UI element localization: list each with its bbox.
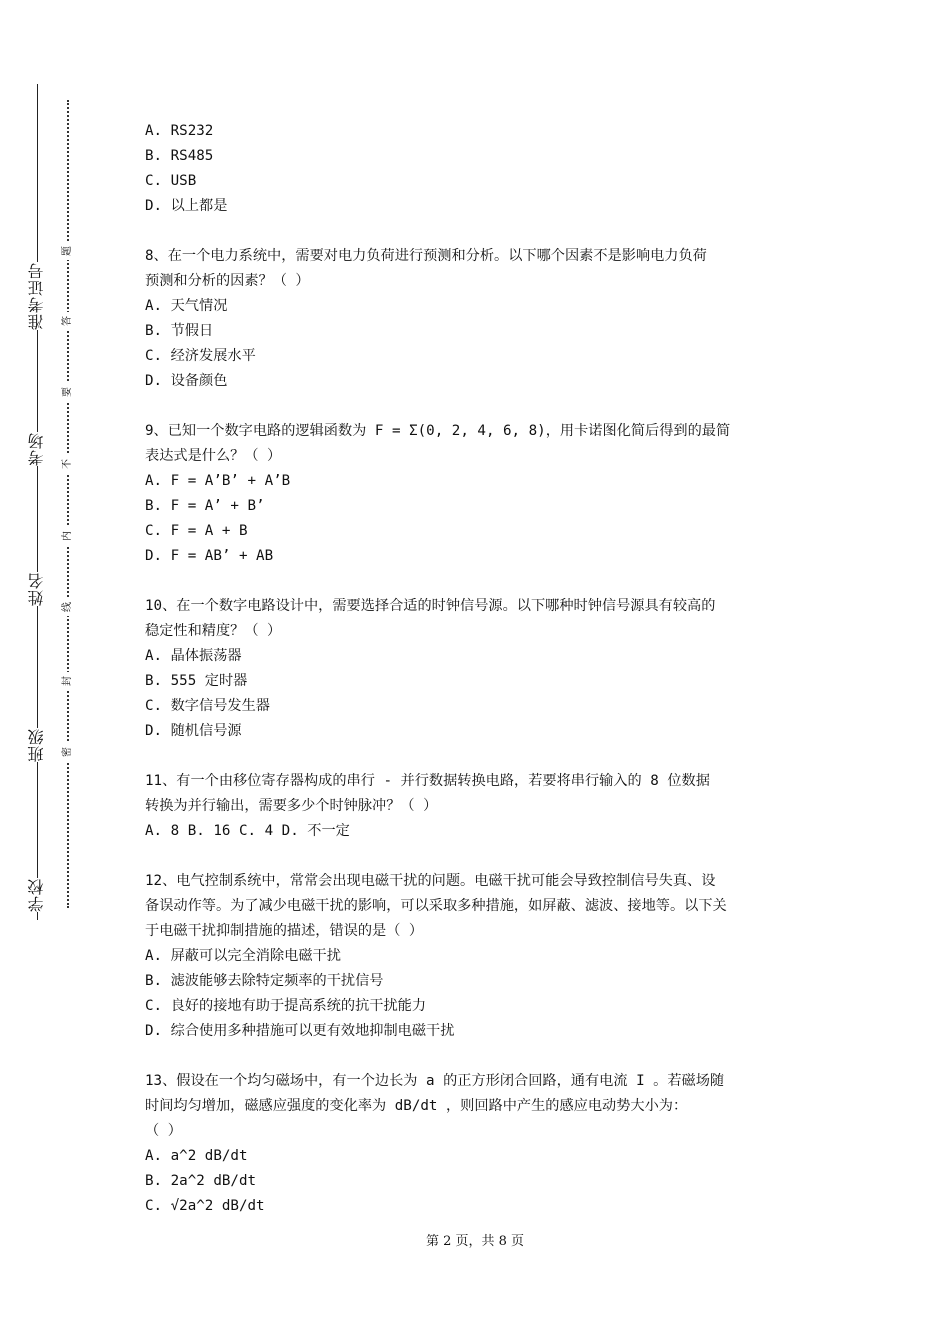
option-d: D. 综合使用多种措施可以更有效地抑制电磁干扰	[145, 1023, 455, 1039]
option-a: A. 晶体振荡器	[145, 648, 242, 664]
option-b: B. 滤波能够去除特定频率的干扰信号	[145, 973, 384, 989]
question-8	[145, 244, 807, 394]
field-exam-room	[26, 432, 48, 466]
option-d: D. 随机信号源	[145, 723, 242, 739]
question-stem: 表达式是什么？（ ）	[145, 448, 282, 464]
question-stem: 11、有一个由移位寄存器构成的串行 - 并行数据转换电路，若要将串行输入的 8 位数据	[145, 773, 710, 789]
seal-char: 题	[60, 242, 76, 260]
question-stem: 时间均匀增加，磁感应强度的变化率为 dB/dt ，则回路中产生的感应电动势大小为：	[145, 1098, 688, 1114]
seal-char: 密	[60, 743, 76, 761]
option-a: A. F = A’B’ + A’B	[145, 473, 291, 489]
seal-char: 封	[60, 672, 76, 690]
field-name	[26, 572, 48, 606]
option-c: C. 良好的接地有助于提高系统的抗干扰能力	[145, 998, 427, 1014]
option-c: C. 经济发展水平	[145, 348, 256, 364]
question-12	[145, 869, 807, 1044]
option-a: A. a^2 dB/dt	[145, 1148, 248, 1164]
question-stem: 8、在一个电力系统中，需要对电力负荷进行预测和分析。以下哪个因素不是影响电力负荷	[145, 248, 707, 264]
option-c: C. F = A + B	[145, 523, 248, 539]
seal-char: 内	[60, 527, 76, 545]
option-d: D. 以上都是	[145, 198, 228, 214]
question-stem: 稳定性和精度？（ ）	[145, 623, 282, 639]
option-a: A. RS232	[145, 123, 214, 139]
field-label: 准考证号	[27, 262, 46, 330]
question-13	[145, 1069, 807, 1219]
field-label: 考场	[27, 432, 46, 466]
field-exam-number	[26, 262, 48, 330]
option-c: C. 数字信号发生器	[145, 698, 270, 714]
question-stem: 12、电气控制系统中，常常会出现电磁干扰的问题。电磁干扰可能会导致控制信号失真、设	[145, 873, 716, 889]
question-stem: 预测和分析的因素？（ ）	[145, 273, 310, 289]
question-stem: 备误动作等。为了减少电磁干扰的影响，可以采取多种措施，如屏蔽、滤波、接地等。以下关	[145, 898, 727, 914]
binding-solid-line	[37, 84, 38, 920]
seal-dotted-line	[67, 100, 69, 908]
field-label: 学校	[27, 878, 46, 912]
option-b: B. RS485	[145, 148, 214, 164]
option-d: D. 设备颜色	[145, 373, 228, 389]
question-list	[145, 119, 807, 1219]
option-b: B. F = A’ + B’	[145, 498, 265, 514]
field-label: 班级	[27, 728, 46, 762]
question-block	[145, 119, 807, 219]
question-stem: 转换为并行输出，需要多少个时钟脉冲？（ ）	[145, 798, 438, 814]
seal-char: 线	[60, 598, 76, 616]
seal-char: 答	[60, 312, 76, 330]
options-inline: A. 8 B. 16 C. 4 D. 不一定	[145, 823, 350, 839]
option-a: A. 屏蔽可以完全消除电磁干扰	[145, 948, 341, 964]
option-c: C. USB	[145, 173, 197, 189]
seal-char: 要	[60, 383, 76, 401]
question-stem: 于电磁干扰抑制措施的描述，错误的是（ ）	[145, 923, 424, 939]
option-c: C. √2a^2 dB/dt	[145, 1198, 265, 1214]
field-school	[26, 878, 48, 912]
question-stem: 13、假设在一个均匀磁场中，有一个边长为 a 的正方形闭合回路，通有电流 I 。若磁场随	[145, 1073, 725, 1089]
seal-char: 不	[60, 455, 76, 473]
question-stem: 10、在一个数字电路设计中，需要选择合适的时钟信号源。以下哪种时钟信号源具有较高的	[145, 598, 716, 614]
option-b: B. 2a^2 dB/dt	[145, 1173, 257, 1189]
field-label: 姓名	[27, 572, 46, 606]
question-11	[145, 769, 807, 844]
question-10	[145, 594, 807, 744]
question-stem: 9、已知一个数字电路的逻辑函数为 F = Σ(0, 2, 4, 6, 8)，用卡诺图化简后得到的最简	[145, 423, 731, 439]
option-a: A. 天气情况	[145, 298, 228, 314]
option-b: B. 节假日	[145, 323, 214, 339]
field-class	[26, 728, 48, 762]
page-number: 第 2 页，共 8 页	[425, 1234, 525, 1249]
question-9	[145, 419, 807, 569]
option-d: D. F = AB’ + AB	[145, 548, 274, 564]
option-b: B. 555 定时器	[145, 673, 248, 689]
question-stem: （ ）	[145, 1123, 182, 1139]
